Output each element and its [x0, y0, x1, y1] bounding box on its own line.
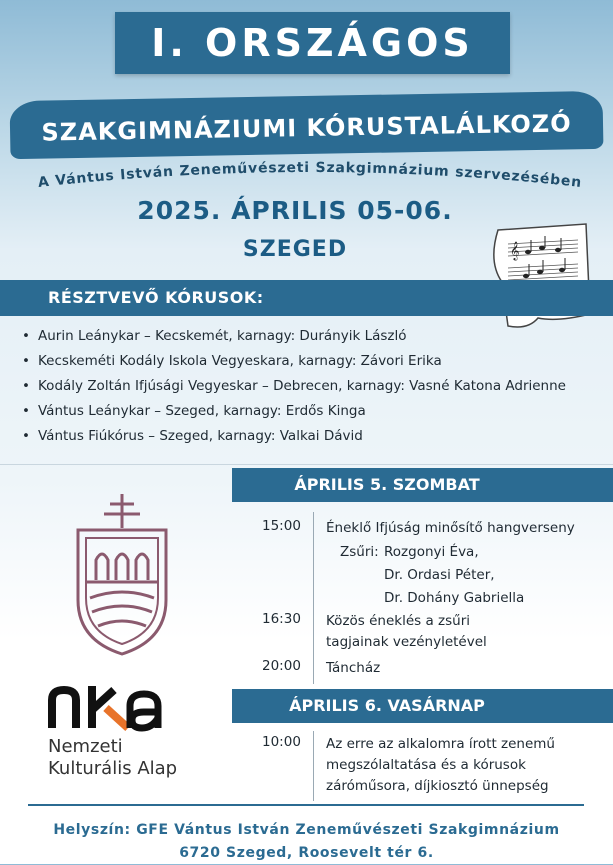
- title-line1: I. ORSZÁGOS: [115, 12, 510, 74]
- event-time: 15:00: [262, 518, 301, 534]
- footer-rule: [28, 804, 584, 806]
- choirs-heading: RÉSZTVEVŐ KÓRUSOK:: [48, 288, 264, 307]
- event-time: 20:00: [262, 658, 301, 674]
- day2-timeline: [313, 731, 314, 801]
- sponsor-name: [48, 736, 177, 780]
- choir-item: • Vántus Leánykar – Szeged, karnagy: Erdős Kinga: [36, 399, 566, 424]
- jury-row: [340, 541, 524, 564]
- event-city: SZEGED: [242, 237, 348, 262]
- svg-text:𝄞: 𝄞: [510, 241, 520, 260]
- sponsor-name-line2: Kulturális Alap: [48, 758, 178, 779]
- day1-heading-text: ÁPRILIS 5. SZOMBAT: [294, 475, 480, 494]
- title-line2: SZAKGIMNÁZIUMI KÓRUSTALÁLKOZÓ: [10, 91, 604, 159]
- choir-item: • Kecskeméti Kodály Iskola Vegyeskara, karnagy: Závori Erika: [36, 349, 566, 374]
- section-divider: [0, 464, 613, 465]
- event-text: Éneklő Ifjúság minősítő hangverseny: [326, 520, 575, 536]
- day1-timeline: [313, 512, 314, 684]
- choir-list: [20, 324, 566, 449]
- event-text: Az erre az alkalomra írott zenemű megszólaltatása és a kórusok záróműsora, díjkiosztó ünnepség: [326, 736, 555, 794]
- day2-heading-text: ÁPRILIS 6. VASÁRNAP: [289, 696, 485, 715]
- jury-label: Zsűri:: [340, 544, 379, 560]
- jury-member: Dr. Ordasi Péter,: [384, 567, 495, 583]
- venue: [0, 819, 613, 865]
- event-time: 16:30: [262, 611, 301, 627]
- sponsor-name-line1: Nemzeti: [48, 736, 123, 757]
- organizer-arc: [20, 152, 600, 194]
- venue-line2: 6720 Szeged, Roosevelt tér 6.: [179, 845, 434, 861]
- jury-member: Rozgonyi Éva,: [384, 544, 479, 560]
- day1-heading: [232, 468, 613, 502]
- event-text: Táncház: [326, 660, 381, 676]
- choir-item: • Aurin Leánykar – Kecskemét, karnagy: Durányik László: [36, 324, 566, 349]
- choir-item: • Vántus Fiúkórus – Szeged, karnagy: Valkai Dávid: [36, 424, 566, 449]
- nka-logo-icon: [48, 678, 188, 733]
- event-date: 2025. ÁPRILIS 05-06.: [137, 196, 453, 225]
- venue-line1: Helyszín: GFE Vántus István Zeneművészeti Szakgimnázium: [53, 822, 560, 838]
- jury-list: [340, 541, 524, 610]
- event-time: 10:00: [262, 734, 301, 750]
- jury-member: Dr. Dohány Gabriella: [384, 590, 525, 606]
- day2-heading: [232, 689, 613, 723]
- choir-item: • Kodály Zoltán Ifjúsági Vegyeskar – Debrecen, karnagy: Vasné Katona Adrienne: [36, 374, 566, 399]
- event-text: Közös éneklés a zsűri tagjainak vezényletével: [326, 613, 487, 650]
- svg-text:A Vántus István Zeneművészeti: [37, 160, 582, 191]
- organizer-text: A Vántus István Zeneművészeti Szakgimnázium szervezésében: [37, 159, 583, 192]
- school-crest-icon: [72, 490, 172, 658]
